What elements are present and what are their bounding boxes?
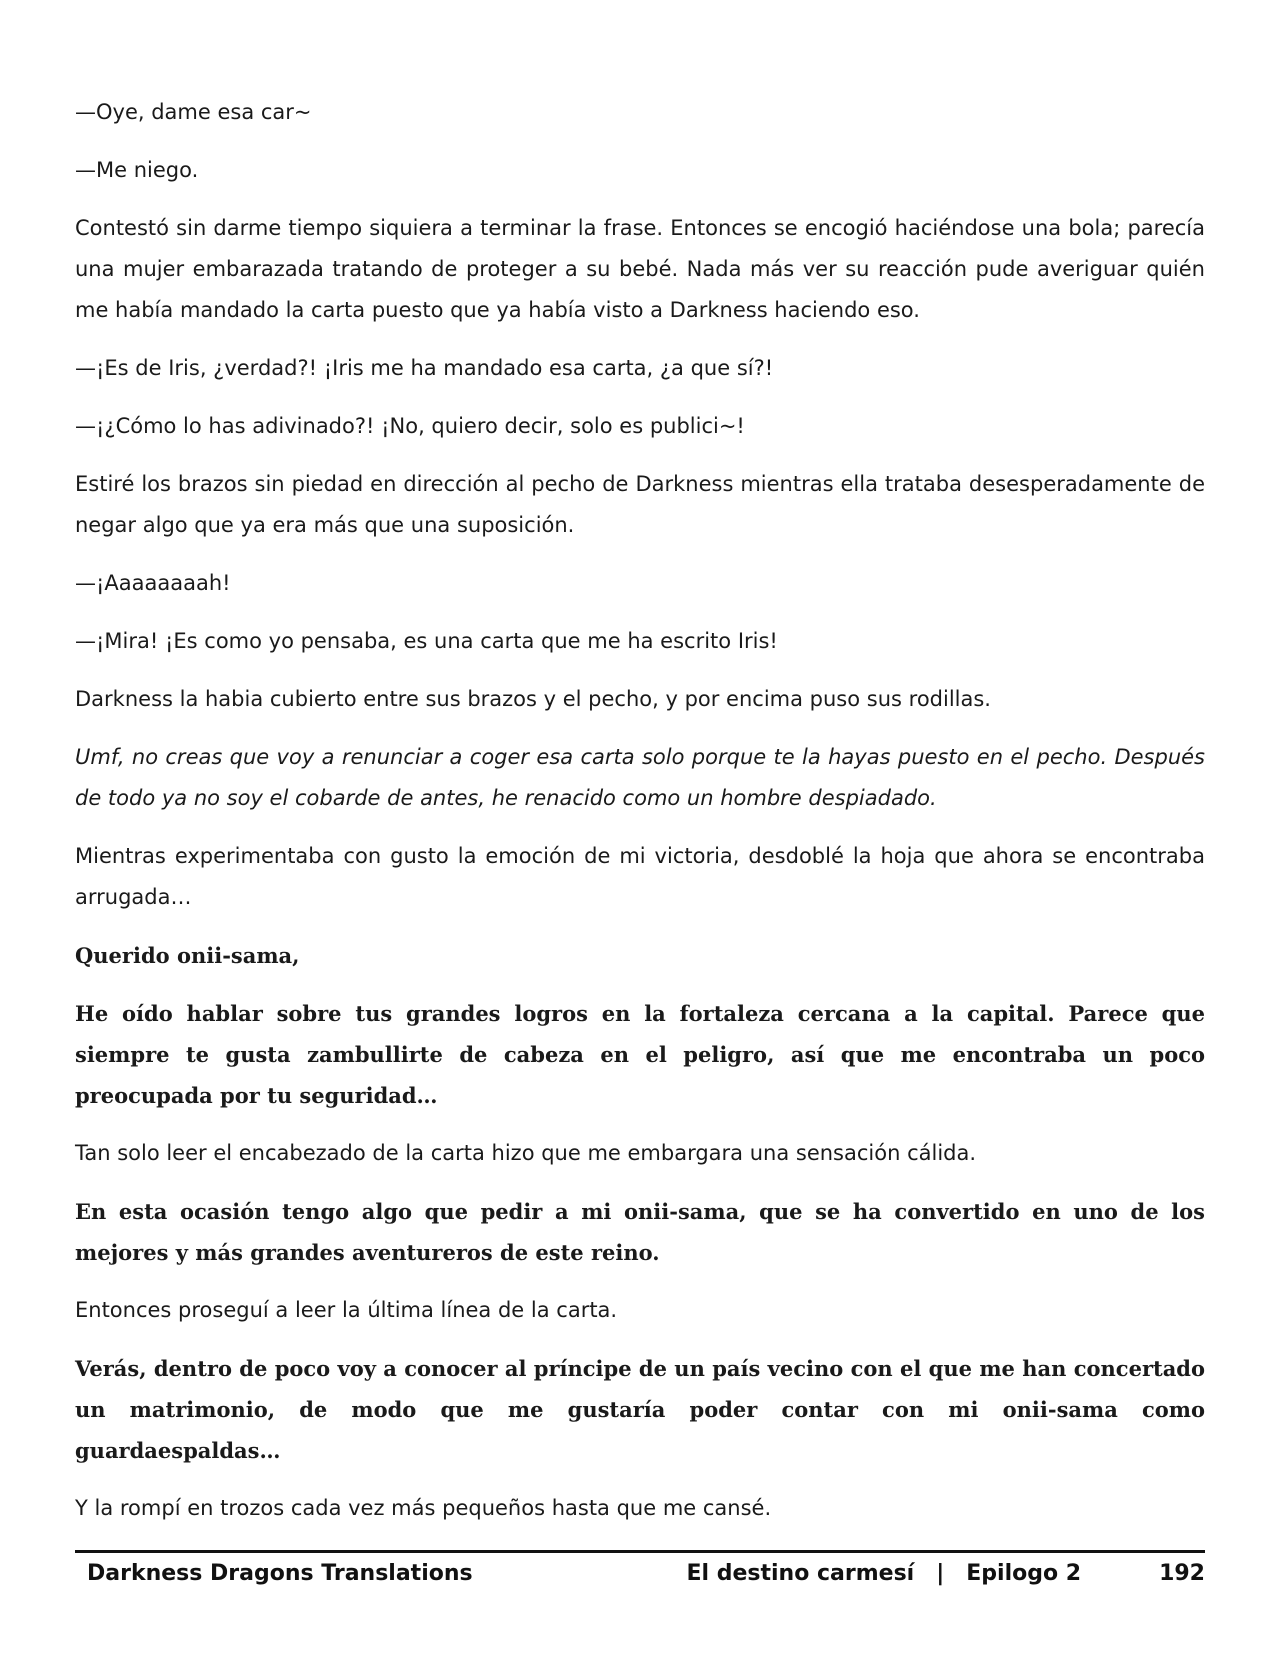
letter-paragraph: En esta ocasión tengo algo que pedir a mi onii-sama, que se ha convertido en uno de los mejores y más grandes aventureros de este reino.	[75, 1199, 1205, 1265]
footer-translator-credit: Darkness Dragons Translations	[87, 1561, 473, 1586]
paragraph: —¡Mira! ¡Es como yo pensaba, es una carta que me ha escrito Iris!	[75, 629, 778, 653]
paragraph: —¡Aaaaaaaah!	[75, 571, 231, 595]
footer-chapter: Epilogo 2	[966, 1561, 1082, 1586]
page-footer	[75, 1561, 1205, 1593]
paragraph: Estiré los brazos sin piedad en dirección al pecho de Darkness mientras ella trataba desesperadamente de negar algo que ya era más que una suposición.	[75, 472, 1205, 537]
paragraph: Y la rompí en trozos cada vez más pequeños hasta que me cansé.	[75, 1496, 772, 1520]
paragraph: —Me niego.	[75, 158, 199, 182]
letter-paragraph: Verás, dentro de poco voy a conocer al príncipe de un país vecino con el que me han concertado un matrimonio, de modo que me gustaría poder contar con mi onii-sama como guardaespaldas…	[75, 1356, 1205, 1463]
paragraph: —Oye, dame esa car~	[75, 100, 312, 124]
page-body	[75, 92, 1205, 1546]
footer-divider	[75, 1550, 1205, 1553]
page-number: 192	[1159, 1561, 1205, 1586]
letter-paragraph: He oído hablar sobre tus grandes logros en la fortaleza cercana a la capital. Parece que siempre te gusta zambullirte de cabeza en el peligro, así que me encontraba un poco preocupada por tu seguridad…	[75, 1001, 1205, 1108]
footer-separator: |	[936, 1561, 945, 1586]
letter-salutation: Querido onii-sama,	[75, 943, 300, 968]
inner-thought-paragraph: Umf, no creas que voy a renunciar a coger esa carta solo porque te la hayas puesto en el pecho. Después de todo ya no soy el cobarde de antes, he renacido como un hombre despiadado.	[75, 745, 1205, 810]
paragraph: Mientras experimentaba con gusto la emoción de mi victoria, desdoblé la hoja que ahora se encontraba arrugada…	[75, 844, 1205, 909]
paragraph: —¡Es de Iris, ¿verdad?! ¡Iris me ha mandado esa carta, ¿a que sí?!	[75, 356, 774, 380]
paragraph: Darkness la habia cubierto entre sus brazos y el pecho, y por encima puso sus rodillas.	[75, 687, 991, 711]
paragraph: Contestó sin darme tiempo siquiera a terminar la frase. Entonces se encogió haciéndose una bola; parecía una mujer embarazada tratando de proteger a su bebé. Nada más ver su reacción pude averiguar quién me había mandado la carta puesto que ya había visto a Darkness haciendo eso.	[75, 216, 1205, 322]
footer-book-title: El destino carmesí	[686, 1561, 915, 1586]
paragraph: —¡¿Cómo lo has adivinado?! ¡No, quiero decir, solo es publici~!	[75, 414, 745, 438]
paragraph: Tan solo leer el encabezado de la carta hizo que me embargara una sensación cálida.	[75, 1141, 977, 1165]
footer-right-group	[687, 1561, 1206, 1586]
paragraph: Entonces proseguí a leer la última línea de la carta.	[75, 1298, 618, 1322]
